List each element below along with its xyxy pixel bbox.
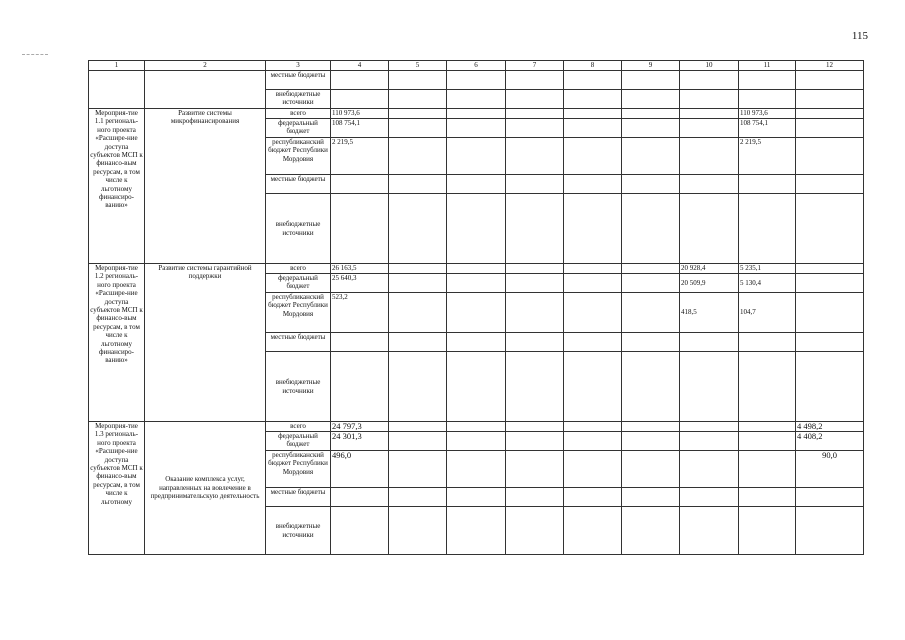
source-label: республиканский бюджет Республики Мордовия: [266, 138, 331, 175]
source-label: федеральный бюджет: [266, 274, 331, 293]
budget-table: [88, 60, 864, 555]
value-cell: [739, 451, 796, 488]
value-cell: [796, 119, 864, 138]
value-cell: 25 640,3: [331, 274, 389, 293]
source-label: всего: [266, 264, 331, 274]
col-header-8: 8: [564, 61, 622, 71]
value-cell: 418,5: [680, 293, 739, 333]
col-header-6: 6: [447, 61, 506, 71]
value-cell: 26 163,5: [331, 264, 389, 274]
source-label: местные бюджеты: [266, 333, 331, 352]
event-name: Мероприя-тие 1.1 региональ-ного проекта «Расшире-ние доступа субъектов МСП к финансо-вым ресурсам, в том числе к льготному финансиро-ванию»: [89, 109, 145, 264]
event-name: Мероприя-тие 1.2 региональ-ного проекта «Расшире-ние доступа субъектов МСП к финансо-вым ресурсам, в том числе к льготному финансиро-ванию»: [89, 264, 145, 422]
value-cell: 2 219,5: [331, 138, 389, 175]
header-row: [89, 61, 864, 71]
source-label: местные бюджеты: [266, 488, 331, 507]
value-cell: 20 509,9: [680, 274, 739, 293]
page-number: 115: [851, 30, 868, 42]
source-label: всего: [266, 422, 331, 432]
value-cell: [739, 422, 796, 432]
cell: [145, 71, 266, 109]
col-header-1: 1: [89, 61, 145, 71]
value-cell: 5 130,4: [739, 274, 796, 293]
value-cell: [796, 293, 864, 333]
value-cell: [680, 422, 739, 432]
cell: [89, 71, 145, 109]
col-header-5: 5: [389, 61, 447, 71]
value-cell: 4 408,2: [796, 432, 864, 451]
source-label: внебюджетные источники: [266, 90, 331, 109]
source-label: местные бюджеты: [266, 71, 331, 90]
value-cell: [796, 274, 864, 293]
table-row: [89, 264, 864, 274]
event-name: Мероприя-тие 1.3 региональ-ного проекта «Расшире-ние доступа субъектов МСП к финансо-вым ресурсам, в том числе к льготному: [89, 422, 145, 555]
value-cell: [680, 432, 739, 451]
value-cell: 108 754,1: [739, 119, 796, 138]
col-header-3: 3: [266, 61, 331, 71]
value-cell: [796, 138, 864, 175]
value-cell: 20 928,4: [680, 264, 739, 274]
value-cell: 90,0: [796, 451, 864, 488]
source-label: внебюджетные источники: [266, 507, 331, 555]
source-label: республиканский бюджет Республики Мордовия: [266, 451, 331, 488]
source-label: федеральный бюджет: [266, 432, 331, 451]
table-row: [89, 71, 864, 90]
value-cell: 24 797,3: [331, 422, 389, 432]
value-cell: 2 219,5: [739, 138, 796, 175]
value-cell: [739, 432, 796, 451]
col-header-7: 7: [506, 61, 564, 71]
value-cell: [680, 451, 739, 488]
value-cell: 24 301,3: [331, 432, 389, 451]
source-label: внебюджетные источники: [266, 194, 331, 264]
margin-mark: [22, 54, 48, 55]
value-cell: 496,0: [331, 451, 389, 488]
col-header-11: 11: [739, 61, 796, 71]
table-row: [89, 109, 864, 119]
source-label: внебюджетные источники: [266, 352, 331, 422]
value-cell: [796, 264, 864, 274]
value-cell: 5 235,1: [739, 264, 796, 274]
col-header-4: 4: [331, 61, 389, 71]
source-label: федеральный бюджет: [266, 119, 331, 138]
value-cell: 110 973,6: [739, 109, 796, 119]
value-cell: 523,2: [331, 293, 389, 333]
source-label: всего: [266, 109, 331, 119]
event-description: Развитие системы гарантийной поддержки: [145, 264, 266, 422]
source-label: республиканский бюджет Республики Мордовия: [266, 293, 331, 333]
col-header-12: 12: [796, 61, 864, 71]
event-description: Оказание комплекса услуг, направленных на вовлечение в предпринимательскую деятельность: [145, 422, 266, 555]
value-cell: 4 498,2: [796, 422, 864, 432]
value-cell: 110 973,6: [331, 109, 389, 119]
value-cell: [796, 109, 864, 119]
value-cell: 104,7: [739, 293, 796, 333]
source-label: местные бюджеты: [266, 175, 331, 194]
value-cell: [680, 119, 739, 138]
value-cell: [680, 109, 739, 119]
value-cell: [680, 138, 739, 175]
table-row: [89, 422, 864, 432]
event-description: Развитие системы микрофинансирования: [145, 109, 266, 264]
col-header-2: 2: [145, 61, 266, 71]
value-cell: 108 754,1: [331, 119, 389, 138]
col-header-9: 9: [622, 61, 680, 71]
col-header-10: 10: [680, 61, 739, 71]
